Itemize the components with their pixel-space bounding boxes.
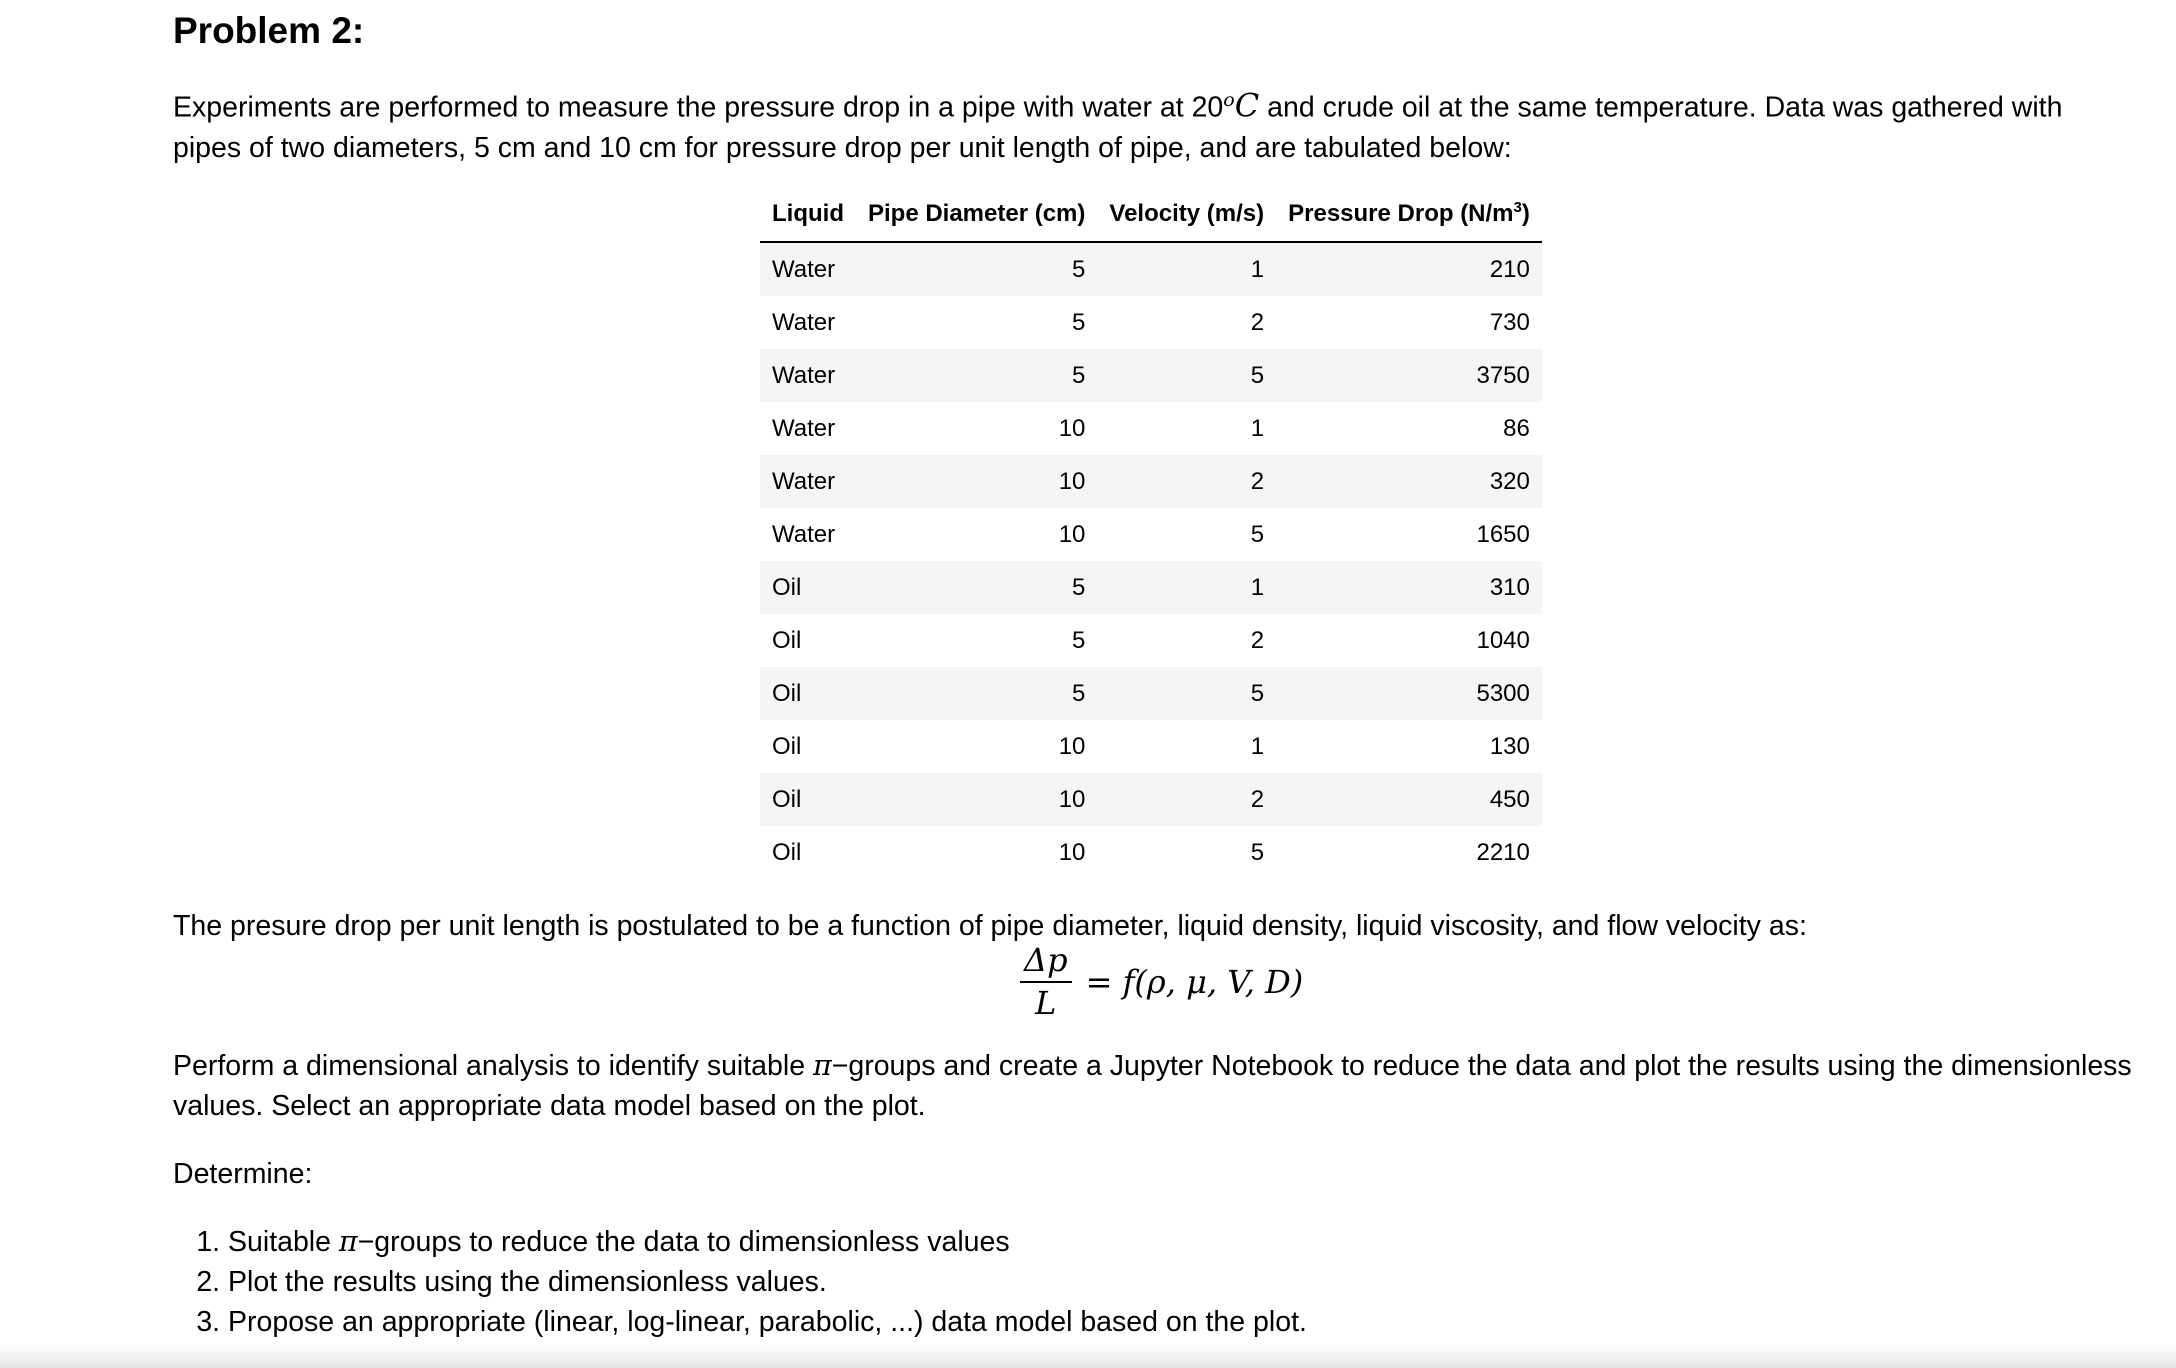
temperature-degree-superscript: o xyxy=(1223,89,1235,111)
determine-label: Determine: xyxy=(173,1158,313,1190)
equation-function-name: f xyxy=(1122,963,1135,1001)
task-item-1-pi-symbol: π xyxy=(338,1225,358,1258)
postulate-paragraph: The presure drop per unit length is postulated to be a function of pipe diameter, liquid density, liquid viscosity, and flow velocity as: xyxy=(173,910,1807,942)
cell-pipe-diameter: 10 xyxy=(1058,520,1086,548)
cell-velocity: 2 xyxy=(1250,467,1265,495)
cell-velocity: 2 xyxy=(1250,308,1265,336)
table-header-row xyxy=(760,187,1542,242)
cell-pressure-drop: 1040 xyxy=(1476,626,1530,654)
cell-velocity: 1 xyxy=(1250,255,1265,283)
cell-pipe-diameter: 5 xyxy=(1072,308,1086,336)
cell-pressure-drop: 320 xyxy=(1489,467,1530,495)
header-pressure-drop xyxy=(1276,187,1542,242)
table-row xyxy=(760,349,1542,402)
cell-pressure-drop: 2210 xyxy=(1476,838,1530,866)
cell-pressure-drop: 3750 xyxy=(1476,361,1530,389)
equation-arguments: (ρ, μ, V, D) xyxy=(1134,963,1304,1001)
cell-pipe-diameter: 5 xyxy=(1072,679,1086,707)
cell-pressure-drop: 730 xyxy=(1489,308,1530,336)
cell-liquid: Oil xyxy=(772,785,802,813)
cell-pressure-drop: 310 xyxy=(1489,573,1530,601)
table-body xyxy=(760,242,1542,879)
cell-velocity: 5 xyxy=(1250,361,1265,389)
cell-liquid: Oil xyxy=(772,838,802,866)
cell-liquid: Oil xyxy=(772,626,802,654)
cell-velocity: 5 xyxy=(1250,679,1265,707)
cell-pressure-drop: 86 xyxy=(1503,414,1530,442)
header-pressure-drop-close: ) xyxy=(1521,200,1530,227)
cell-velocity: 5 xyxy=(1250,520,1265,548)
header-velocity: Velocity (m/s) xyxy=(1097,187,1276,242)
task-item-1 xyxy=(228,1222,1307,1262)
cell-pressure-drop: 1650 xyxy=(1476,520,1530,548)
cell-pressure-drop: 210 xyxy=(1489,255,1530,283)
intro-text-part2: and crude oil at the same temperature. Data was gathered with pipes of two diameters, 5 cm and 10 cm for pressure drop per unit length of pipe, and are tabulated below: xyxy=(173,91,2063,164)
intro-paragraph xyxy=(173,80,2133,168)
equation-numerator: Δp xyxy=(1020,941,1072,983)
table-row xyxy=(760,296,1542,349)
intro-text-part1: Experiments are performed to measure the pressure drop in a pipe with water at 20 xyxy=(173,91,1224,124)
cell-pipe-diameter: 5 xyxy=(1072,573,1086,601)
pressure-drop-data-table xyxy=(760,187,1542,879)
equation-denominator: L xyxy=(1035,984,1057,1022)
cell-pressure-drop: 5300 xyxy=(1476,679,1530,707)
table-row xyxy=(760,561,1542,614)
cell-pressure-drop: 450 xyxy=(1489,785,1530,813)
equation-fraction xyxy=(1020,941,1072,1023)
problem-title: Problem 2: xyxy=(173,10,365,51)
table-row xyxy=(760,508,1542,561)
cell-pressure-drop: 130 xyxy=(1489,732,1530,760)
cell-liquid: Oil xyxy=(772,679,802,707)
cell-liquid: Oil xyxy=(772,573,802,601)
equation-rhs xyxy=(1086,963,1304,1001)
table-row xyxy=(760,667,1542,720)
cell-pipe-diameter: 10 xyxy=(1058,414,1086,442)
cell-pipe-diameter: 5 xyxy=(1072,255,1086,283)
table-row xyxy=(760,455,1542,508)
cell-liquid: Water xyxy=(772,520,836,548)
cell-velocity: 5 xyxy=(1250,838,1265,866)
task-item-1-part2: −groups to reduce the data to dimensionless values xyxy=(357,1226,1010,1258)
cell-pipe-diameter: 10 xyxy=(1058,838,1086,866)
table-row xyxy=(760,402,1542,455)
table-row xyxy=(760,242,1542,296)
header-pipe-diameter: Pipe Diameter (cm) xyxy=(856,187,1097,242)
table-row xyxy=(760,773,1542,826)
cell-velocity: 1 xyxy=(1250,732,1265,760)
header-pressure-drop-text: Pressure Drop (N/m xyxy=(1288,200,1514,227)
cell-liquid: Water xyxy=(772,308,836,336)
cell-liquid: Water xyxy=(772,255,836,283)
bottom-scroll-shadow xyxy=(0,1346,2176,1368)
cell-liquid: Water xyxy=(772,361,836,389)
cell-pipe-diameter: 5 xyxy=(1072,361,1086,389)
table-row xyxy=(760,720,1542,773)
cell-pipe-diameter: 10 xyxy=(1058,467,1086,495)
cell-velocity: 1 xyxy=(1250,573,1265,601)
cell-liquid: Water xyxy=(772,467,836,495)
cell-liquid: Oil xyxy=(772,732,802,760)
pressure-drop-equation xyxy=(1020,942,1303,1022)
cell-velocity: 2 xyxy=(1250,785,1265,813)
equation-equals-sign: = xyxy=(1085,963,1113,1001)
table-row xyxy=(760,614,1542,667)
cell-velocity: 2 xyxy=(1250,626,1265,654)
cell-pipe-diameter: 10 xyxy=(1058,732,1086,760)
cell-liquid: Water xyxy=(772,414,836,442)
task-item-3: 3. Propose an appropriate (linear, log-linear, parabolic, ...) data model based on the plot. xyxy=(228,1302,1307,1342)
perform-pi-symbol: π xyxy=(812,1049,832,1082)
task-item-2: 2. Plot the results using the dimensionless values. xyxy=(228,1262,1307,1302)
perform-paragraph xyxy=(173,1046,2133,1126)
header-pressure-drop-exponent: 3 xyxy=(1513,199,1522,216)
perform-text-part2: −groups and create a Jupyter Notebook to reduce the data and plot the results using the dimensionless values. Select an appropriate data model based on the plot. xyxy=(173,1050,2132,1122)
cell-velocity: 1 xyxy=(1250,414,1265,442)
header-liquid: Liquid xyxy=(760,187,856,242)
task-list xyxy=(173,1222,1307,1342)
temperature-unit: C xyxy=(1234,86,1260,125)
cell-pipe-diameter: 5 xyxy=(1072,626,1086,654)
perform-text-part1: Perform a dimensional analysis to identify suitable xyxy=(173,1050,813,1082)
cell-pipe-diameter: 10 xyxy=(1058,785,1086,813)
task-item-1-part1: Suitable xyxy=(228,1226,339,1258)
table-row xyxy=(760,826,1542,879)
